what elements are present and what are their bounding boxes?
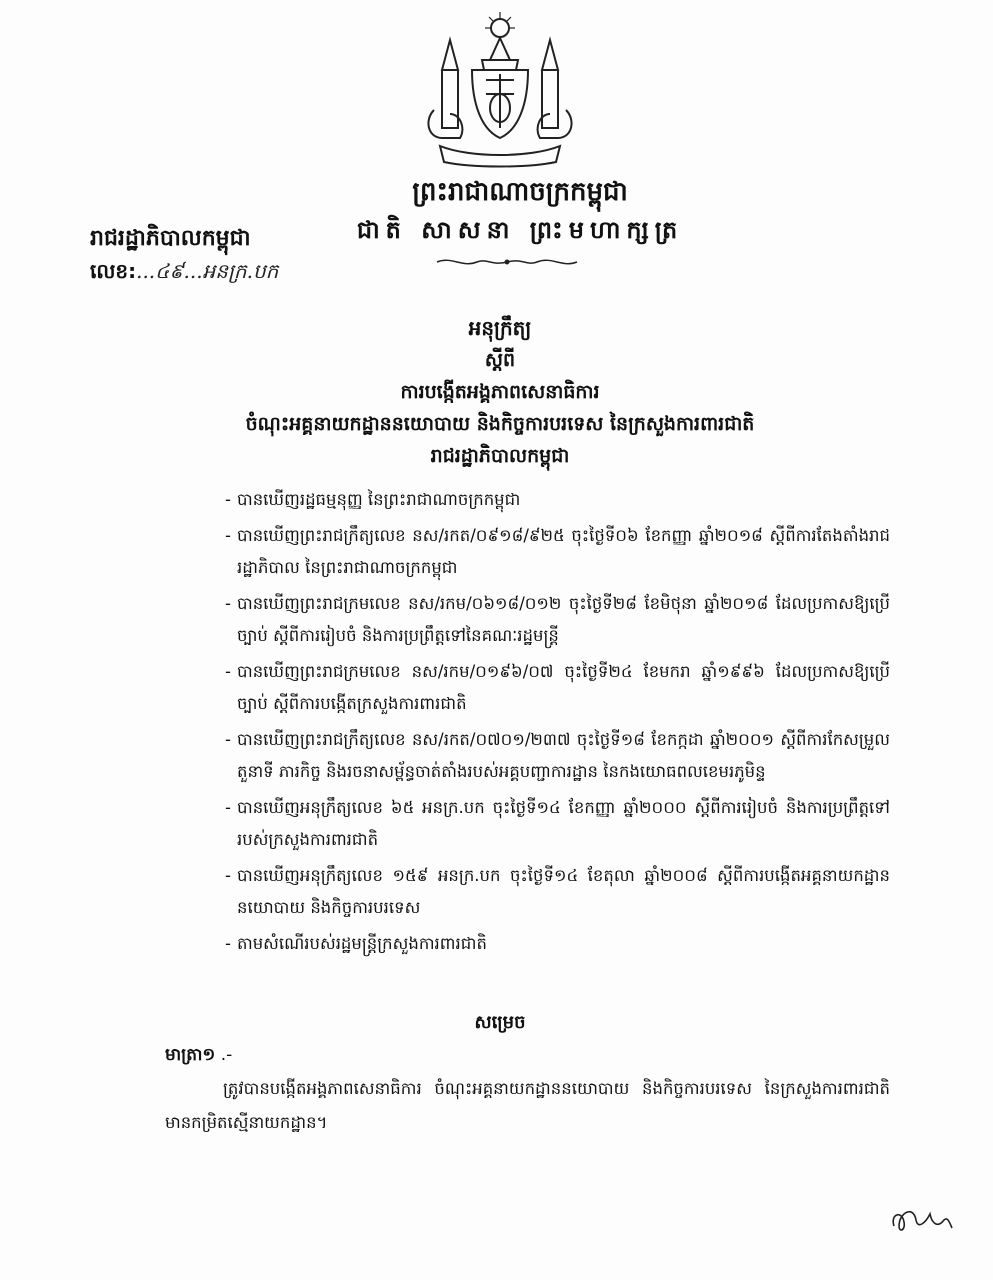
title-line-3: ការបង្កើតអង្គភាពសេនាធិការ xyxy=(400,381,600,403)
recital-item: - បានឃើញអនុក្រឹត្យលេខ ៦៥ អនក្រ.បក ចុះថ្ងៃទី១៤ ខែកញ្ញា ឆ្នាំ២០០០ ស្តីពីការរៀបចំ និងការប្រព្រឹត្តទៅរបស់ក្រសួងការពារជាតិ xyxy=(225,792,890,856)
recitals-list xyxy=(225,484,890,964)
recital-item: - តាមសំណើរបស់រដ្ឋមន្ត្រីក្រសួងការពារជាតិ xyxy=(225,928,890,960)
title-line-2: ស្តីពី xyxy=(484,349,516,371)
reference-number xyxy=(90,258,278,288)
ornament-divider xyxy=(432,254,582,270)
title-line-5: រាជរដ្ឋាភិបាលកម្ពុជា xyxy=(430,445,570,467)
recital-item: - បានឃើញព្រះរាជក្រឹត្យលេខ នស/រកត/០៧០១/២៣៧ ចុះថ្ងៃទី១៨ ខែកក្កដា ឆ្នាំ២០០១ ស្តីពីការកែសម្រួលតួនាទី ភារកិច្ច និងរចនាសម្ព័ន្ធចាត់តាំងរបស់អគ្គបញ្ជាការដ្ឋាន នៃកងយោធពលខេមរភូមិន្ទ xyxy=(225,724,890,788)
recital-item: - បានឃើញព្រះរាជក្រមលេខ នស/រកម/០៦១៨/០១២ ចុះថ្ងៃទី២៨ ខែមិថុនា ឆ្នាំ២០១៨ ដែលប្រកាសឱ្យប្រើច្បាប់ ស្តីពីការរៀបចំ និងការប្រព្រឹត្តទៅនៃគណៈរដ្ឋមន្ត្រី xyxy=(225,588,890,652)
decision-heading: សម្រេច xyxy=(474,1012,526,1033)
article-number: មាត្រា១ xyxy=(165,1045,216,1065)
government-name: រាជរដ្ឋាភិបាលកម្ពុជា xyxy=(90,226,251,251)
recital-item: - បានឃើញព្រះរាជក្រឹត្យលេខ នស/រកត/០៩១៨/៩២៥ ចុះថ្ងៃទី០៦ ខែកញ្ញា ឆ្នាំ២០១៨ ស្តីពីការតែងតាំងរាជរដ្ឋាភិបាល នៃព្រះរាជាណាចក្រកម្ពុជា xyxy=(225,520,890,584)
recital-item: - បានឃើញរដ្ឋធម្មនុញ្ញ នៃព្រះរាជាណាចក្រកម្ពុជា xyxy=(225,484,890,516)
article-heading xyxy=(165,1044,232,1069)
national-motto: ជាតិ សាសនា ព្រះមហាក្សត្រ xyxy=(356,216,684,244)
royal-coat-of-arms-emblem xyxy=(420,10,580,170)
article-body: ត្រូវបានបង្កើតអង្គភាពសេនាធិការ ចំណុះអគ្គនាយកដ្ឋាននយោបាយ និងកិច្ចការបរទេស នៃក្រសួងការពារជាតិ មានកម្រិតស្មើនាយកដ្ឋាន។ xyxy=(165,1079,890,1132)
reference-label: លេខ: xyxy=(90,259,137,283)
title-line-4: ចំណុះអគ្គនាយកដ្ឋាននយោបាយ និងកិច្ចការបរទេស នៃក្រសួងការពារជាតិ xyxy=(245,413,755,435)
recital-item: - បានឃើញអនុក្រឹត្យលេខ ១៥៩ អនក្រ.បក ចុះថ្ងៃទី១៤ ខែតុលា ឆ្នាំ២០០៨ ស្តីពីការបង្កើតអគ្គនាយកដ្ឋាននយោបាយ និងកិច្ចការបរទេស xyxy=(225,860,890,924)
kingdom-name: ព្រះរាជាណាចក្រកម្ពុជា xyxy=(412,177,628,207)
recital-item: - បានឃើញព្រះរាជក្រមលេខ នស/រកម/០១៩៦/០៧ ចុះថ្ងៃទី២៤ ខែមករា ឆ្នាំ១៩៩៦ ដែលប្រកាសឱ្យប្រើច្បាប់ ស្តីពីការបង្កើតក្រសួងការពារជាតិ xyxy=(225,656,890,720)
article-heading-tail: .- xyxy=(215,1045,233,1065)
title-line-1: អនុក្រឹត្យ xyxy=(468,316,532,340)
decree-title xyxy=(150,312,850,472)
handwritten-initials-signature xyxy=(886,1200,956,1240)
reference-value: ...៤៩...អនក្រ.បក xyxy=(136,259,279,283)
